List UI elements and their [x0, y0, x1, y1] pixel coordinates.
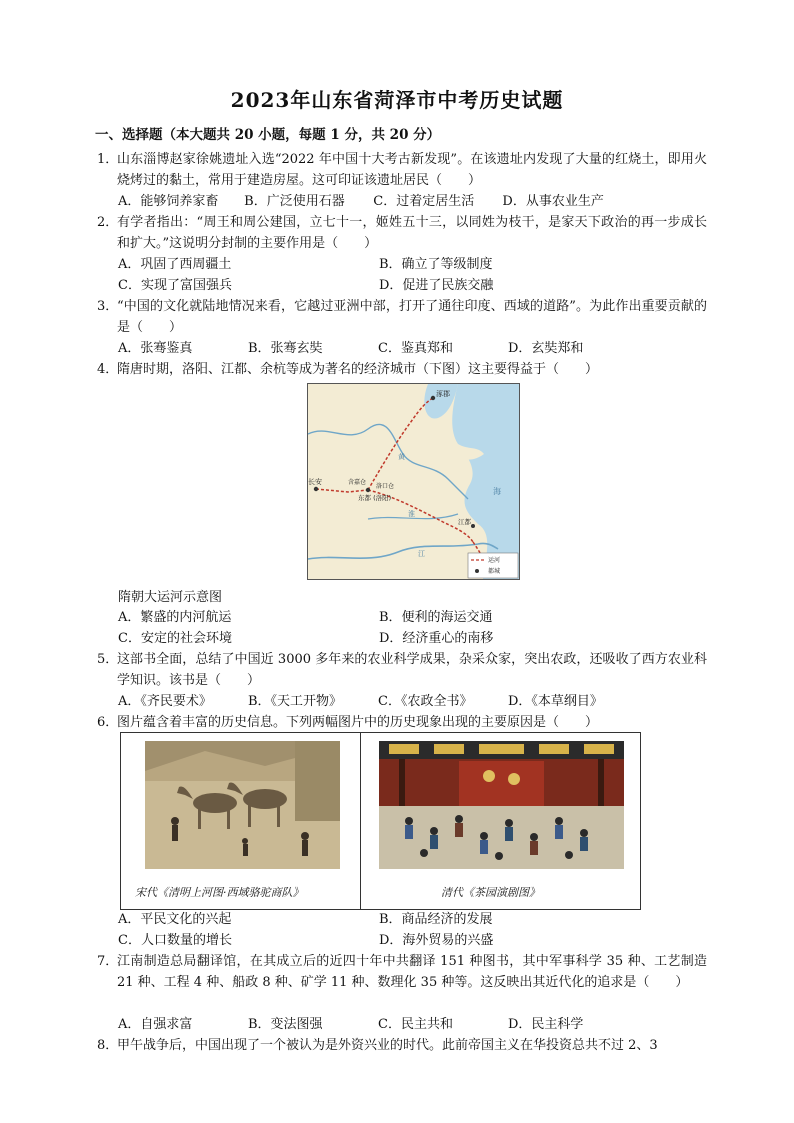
qingming-painting — [145, 741, 340, 869]
option-c[interactable]: C．《农政全书》 — [378, 694, 473, 709]
option-a[interactable]: A．《齐民要术》 — [118, 694, 212, 709]
zhuojun-marker — [431, 396, 435, 400]
option-d[interactable]: D．民主科学 — [508, 1017, 584, 1032]
tea-garden-opera-painting — [379, 741, 624, 869]
changan-marker — [314, 487, 318, 491]
luoyang-marker — [366, 488, 370, 492]
question-number: 7． — [97, 954, 119, 969]
question-1 — [97, 149, 707, 191]
legend-city-marker — [475, 569, 479, 573]
question-4 — [97, 359, 707, 380]
option-c[interactable]: C．实现了富国强兵 — [118, 278, 232, 293]
option-b[interactable]: B．张骞玄奘 — [248, 341, 323, 356]
guangtong-canal — [316, 489, 368, 492]
grand-canal-map — [307, 383, 520, 580]
question-stem: 图片蕴含着丰富的历史信息。下列两幅图片中的历史现象出现的主要原因是（ ） — [117, 715, 599, 730]
legend-canal-label: 运河 — [488, 557, 501, 564]
question-stem: 这部书全面，总结了中国近 3000 多年来的农业科学成果，杂采众家，突出农政，还吸收了西方农业科学知识。该书是（ ） — [117, 652, 707, 688]
question-stem: 甲午战争后，中国出现了一个被认为是外资兴业的时代。此前帝国主义在华投资总共不过 2、3 — [117, 1038, 658, 1053]
option-d[interactable]: D．经济重心的南移 — [379, 631, 494, 646]
option-d[interactable]: D．玄奘郑和 — [508, 341, 584, 356]
paintings-frame — [120, 732, 641, 910]
label-luoyang: 东都 (洛阳) — [358, 494, 392, 502]
option-c[interactable]: C．人口数量的增长 — [118, 933, 232, 948]
question-5-options — [118, 691, 718, 712]
question-number: 5． — [97, 652, 119, 667]
option-a[interactable]: A．能够饲养家畜 — [118, 194, 219, 209]
label-hanjia: 含嘉仓 — [348, 479, 367, 486]
question-number: 2． — [97, 215, 119, 230]
label-sea: 海 — [493, 487, 501, 496]
label-river-huai: 淮 — [408, 510, 415, 518]
question-stem: 山东淄博赵家徐姚遗址入选“2022 年中国十大考古新发现”。在该遗址内发现了大量的红烧土，即用火烧烤过的黏土，常用于建造房屋。这可印证该遗址居民（ ） — [117, 152, 707, 188]
question-number: 6． — [97, 715, 119, 730]
question-number: 1． — [97, 152, 119, 167]
option-a[interactable]: A．自强求富 — [118, 1017, 193, 1032]
question-number: 4． — [97, 362, 119, 377]
question-6-options — [118, 909, 718, 951]
right-picture-caption: 清代《茶园演剧图》 — [441, 886, 540, 899]
yongji-canal — [368, 398, 433, 490]
camel-caravan-illustration — [145, 741, 340, 869]
map-caption: 隋朝大运河示意图 — [118, 590, 223, 605]
legend-city-label: 都城 — [488, 568, 501, 575]
label-river-yangtze: 江 — [418, 550, 425, 558]
option-a[interactable]: A．繁盛的内河航运 — [118, 610, 232, 625]
question-3-options — [118, 338, 718, 359]
section-heading: 一、选择题（本大题共 20 小题，每题 1 分，共 20 分） — [95, 127, 441, 143]
left-picture-caption: 宋代《清明上河图·西域骆驼商队》 — [135, 886, 304, 899]
option-c[interactable]: C．鉴真郑和 — [378, 341, 453, 356]
question-8 — [97, 1035, 707, 1056]
opera-illustration — [379, 741, 624, 869]
label-jiangdu: 江都 — [458, 518, 471, 526]
question-stem: 隋唐时期，洛阳、江都、余杭等成为著名的经济城市（下图）这主要得益于（ ） — [117, 362, 599, 377]
label-zhuojun: 涿郡 — [436, 390, 450, 398]
option-c[interactable]: C．安定的社会环境 — [118, 631, 232, 646]
option-b[interactable]: B．商品经济的发展 — [379, 912, 493, 927]
label-river-yellow: 黄 — [398, 453, 405, 461]
sea-area — [452, 384, 519, 579]
option-a[interactable]: A．平民文化的兴起 — [118, 912, 232, 927]
question-stem: 江南制造总局翻译馆，在其成立后的近四十年中共翻译 151 种图书，其中军事科学 35 种、工艺制造 21 种、工程 4 种、船政 8 种、矿学 11 种、数理化 35 种等。这反映出其近代化的追求是（ ） — [117, 954, 707, 990]
option-d[interactable]: D．促进了民族交融 — [379, 278, 494, 293]
question-stem: “中国的文化就陆地情况来看，它越过亚洲中部，打开了通往印度、西域的道路”。为此作出重要贡献的是（ ） — [117, 299, 707, 335]
option-b[interactable]: B．广泛使用石器 — [244, 194, 345, 209]
question-6 — [97, 712, 707, 733]
question-5 — [97, 649, 707, 691]
option-c[interactable]: C．过着定居生活 — [373, 194, 475, 209]
option-b[interactable]: B．变法图强 — [248, 1017, 323, 1032]
option-b[interactable]: B．确立了等级制度 — [379, 257, 493, 272]
option-d[interactable]: D．海外贸易的兴盛 — [379, 933, 494, 948]
question-number: 3． — [97, 299, 119, 314]
jiangdu-marker — [471, 524, 475, 528]
question-7-options — [118, 1014, 718, 1035]
question-2 — [97, 212, 707, 254]
question-1-options — [118, 191, 718, 212]
question-7 — [97, 951, 707, 993]
map-illustration — [308, 384, 519, 579]
question-4-options — [118, 607, 718, 649]
option-a[interactable]: A．巩固了西周疆土 — [118, 257, 232, 272]
option-b[interactable]: B．《天工开物》 — [248, 694, 343, 709]
option-d[interactable]: D．《本草纲目》 — [508, 694, 603, 709]
label-luokou: 洛口仓 — [376, 483, 395, 490]
option-b[interactable]: B．便利的海运交通 — [379, 610, 493, 625]
page-title: 2023年山东省菏泽市中考历史试题 — [230, 88, 564, 112]
question-2-options — [118, 254, 718, 296]
frame-divider — [360, 733, 361, 909]
option-a[interactable]: A．张骞鉴真 — [118, 341, 193, 356]
question-stem: 有学者指出：“周王和周公建国，立七十一，姬姓五十三，以同姓为枝干，是家天下政治的再一步成长和扩大。”这说明分封制的主要作用是（ ） — [117, 215, 707, 251]
label-changan: 长安 — [308, 478, 322, 486]
question-number: 8． — [97, 1038, 119, 1053]
question-3 — [97, 296, 707, 338]
option-d[interactable]: D．从事农业生产 — [502, 194, 604, 209]
option-c[interactable]: C．民主共和 — [378, 1017, 453, 1032]
